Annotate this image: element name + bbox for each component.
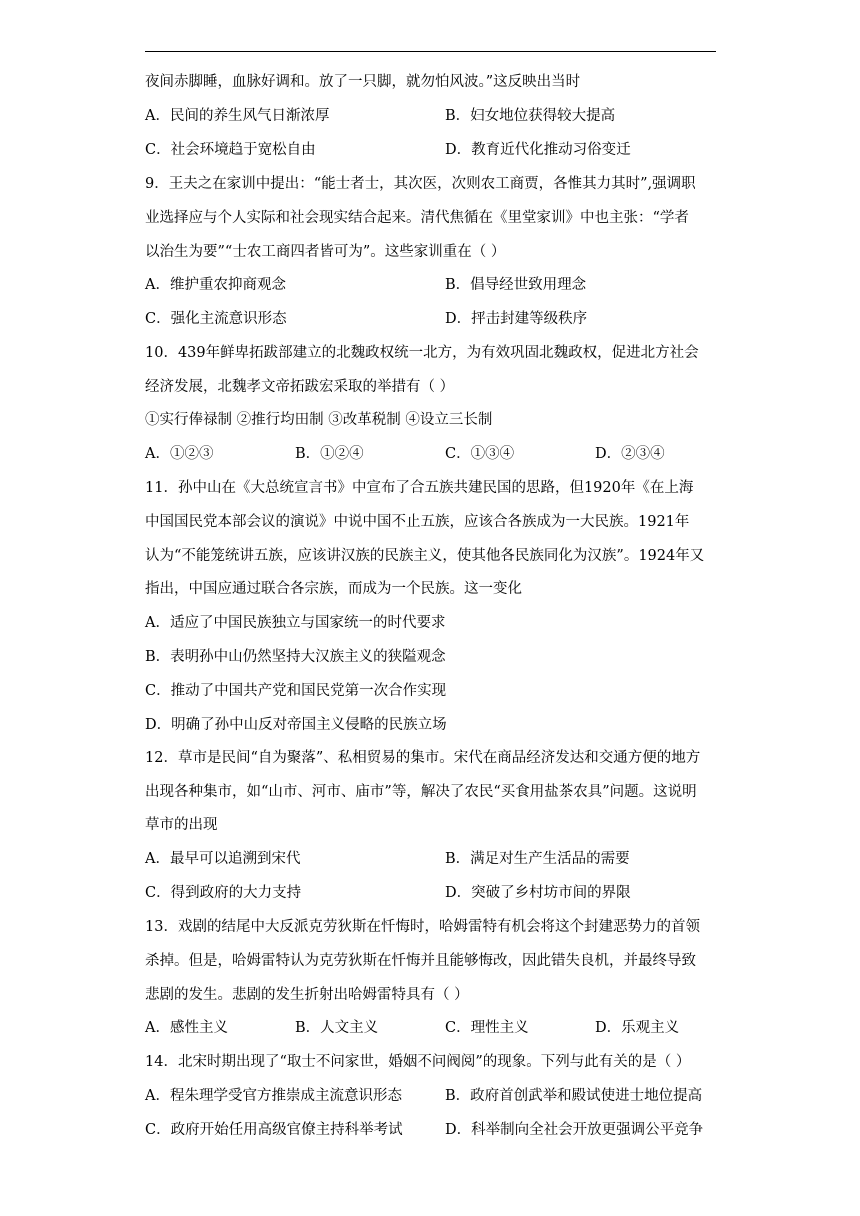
q12-stem-line-1: 12．草市是民间“自为聚落”、私相贸易的集市。宋代在商品经济发达和交通方便的地方	[145, 750, 701, 766]
q14-option-a[interactable]: A．程朱理学受官方推崇成主流意识形态	[145, 1088, 402, 1104]
q10-option-d[interactable]: D．②③④	[595, 446, 665, 462]
q10-option-b[interactable]: B．①②④	[295, 446, 364, 462]
q11-option-c[interactable]: C．推动了中国共产党和国民党第一次合作实现	[145, 683, 447, 699]
q9-stem-line-3: 以治生为要”“士农工商四者皆可为”。这些家训重在（ ）	[145, 244, 506, 260]
q10-option-a[interactable]: A．①②③	[145, 446, 214, 462]
q11-stem-line-4: 指出，中国应通过联合各宗族，而成为一个民族。这一变化	[145, 581, 522, 597]
q10-statements: ①实行俸禄制 ②推行均田制 ③改革税制 ④设立三长制	[145, 412, 493, 428]
q12-option-d[interactable]: D．突破了乡村坊市间的界限	[445, 885, 631, 901]
q11-stem-line-3: 认为“不能笼统讲五族，应该讲汉族的民族主义，使其他各民族同化为汉族”。1924年又	[145, 548, 705, 564]
q13-stem-line-2: 杀掉。但是，哈姆雷特认为克劳狄斯在忏悔并且能够悔改，因此错失良机，并最终导致	[145, 953, 696, 969]
q9-option-c[interactable]: C．强化主流意识形态	[145, 311, 287, 327]
q8-option-a[interactable]: A．民间的养生风气日渐浓厚	[145, 108, 330, 124]
q9-option-a[interactable]: A．维护重农抑商观念	[145, 277, 286, 293]
q12-option-b[interactable]: B．满足对生产生活品的需要	[445, 851, 630, 867]
header-rule	[145, 51, 716, 52]
q13-option-d[interactable]: D．乐观主义	[595, 1020, 680, 1036]
q13-option-a[interactable]: A．感性主义	[145, 1020, 228, 1036]
q13-stem-line-3: 悲剧的发生。悲剧的发生折射出哈姆雷特具有（ ）	[145, 987, 469, 1003]
q14-option-b[interactable]: B．政府首创武举和殿试使进士地位提高	[445, 1088, 703, 1104]
q8-option-c[interactable]: C．社会环境趋于宽松自由	[145, 142, 316, 158]
q11-stem-line-2: 中国国民党本部会议的演说》中说中国不止五族，应该合各族成为一大民族。1921年	[145, 514, 690, 530]
q11-stem-line-1: 11．孙中山在《大总统宣言书》中宣布了合五族共建民国的思路，但1920年《在上海	[145, 480, 694, 496]
q11-option-a[interactable]: A．适应了中国民族独立与国家统一的时代要求	[145, 615, 446, 631]
q8-stem-tail: 夜间赤脚睡，血脉好调和。放了一只脚，就勿怕风波。”这反映出当时	[145, 74, 581, 90]
q9-stem-line-1: 9．王夫之在家训中提出：“能士者士，其次医，次则农工商贾，各惟其力其时”,强调职	[145, 176, 696, 192]
q9-option-b[interactable]: B．倡导经世致用理念	[445, 277, 587, 293]
q12-stem-line-3: 草市的出现	[145, 817, 218, 833]
q14-stem-line-1: 14．北宋时期出现了“取士不问家世，婚姻不问阀阅”的现象。下列与此有关的是（ ）	[145, 1054, 691, 1070]
q10-stem-line-1: 10．439年鲜卑拓跋部建立的北魏政权统一北方，为有效巩固北魏政权，促进北方社会	[145, 345, 699, 361]
q9-option-d[interactable]: D．抨击封建等级秩序	[445, 311, 588, 327]
q8-option-d[interactable]: D．教育近代化推动习俗变迁	[445, 142, 631, 158]
q12-option-a[interactable]: A．最早可以追溯到宋代	[145, 851, 301, 867]
q14-option-c[interactable]: C．政府开始任用高级官僚主持科举考试	[145, 1122, 403, 1138]
q10-option-c[interactable]: C．①③④	[445, 446, 515, 462]
q9-stem-line-2: 业选择应与个人实际和社会现实结合起来。清代焦循在《里堂家训》中也主张：“学者	[145, 210, 689, 226]
q11-option-b[interactable]: B．表明孙中山仍然坚持大汉族主义的狭隘观念	[145, 649, 446, 665]
q8-option-b[interactable]: B．妇女地位获得较大提高	[445, 108, 616, 124]
q14-option-d[interactable]: D．科举制向全社会开放更强调公平竞争	[445, 1122, 704, 1138]
q13-option-c[interactable]: C．理性主义	[445, 1020, 529, 1036]
q12-option-c[interactable]: C．得到政府的大力支持	[145, 885, 302, 901]
q13-option-b[interactable]: B．人文主义	[295, 1020, 379, 1036]
q12-stem-line-2: 出现各种集市，如“山市、河市、庙市”等，解决了农民“买食用盐茶农具”问题。这说明	[145, 784, 697, 800]
q11-option-d[interactable]: D．明确了孙中山反对帝国主义侵略的民族立场	[145, 717, 447, 733]
q13-stem-line-1: 13．戏剧的结尾中大反派克劳狄斯在忏悔时，哈姆雷特有机会将这个封建恶势力的首领	[145, 919, 700, 935]
q10-stem-line-2: 经济发展，北魏孝文帝拓跋宏采取的举措有（ ）	[145, 379, 455, 395]
